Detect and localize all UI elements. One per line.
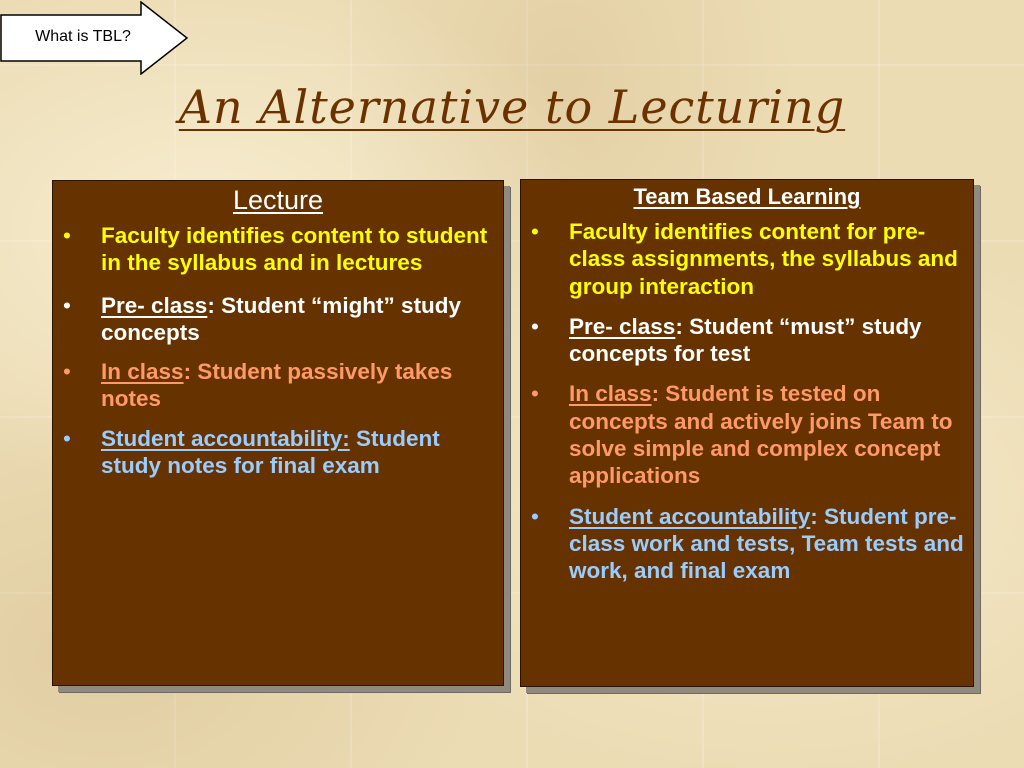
list-item — [53, 358, 503, 412]
item-text: : Student “might” study concepts — [101, 293, 462, 345]
item-label: Pre- class — [101, 293, 208, 318]
bullet-icon: • — [531, 313, 539, 339]
what-is-tbl-link[interactable] — [0, 1, 188, 75]
item-label: In class — [569, 381, 652, 407]
list-item — [53, 222, 503, 276]
list-item — [53, 292, 503, 346]
bullet-icon: • — [63, 359, 71, 384]
tbl-panel — [520, 179, 974, 687]
item-label: Student accountability — [569, 503, 811, 529]
item-text: Student study notes for final exam — [101, 426, 440, 478]
item-label: In class — [101, 359, 184, 384]
lecture-heading: Lecture — [232, 185, 324, 215]
item-text: : Student pre-class work and tests, Team tests and work, and final exam — [569, 503, 964, 584]
item-label: Student accountability: — [101, 426, 350, 451]
bullet-icon: • — [63, 426, 71, 451]
slide-title: An Alternative to Lecturing — [178, 80, 846, 134]
list-item — [53, 425, 503, 479]
item-text: Faculty identifies content to student in the syllabus and in lectures — [101, 223, 488, 275]
list-item — [521, 218, 973, 300]
item-text: : Student passively takes notes — [101, 359, 453, 411]
bullet-icon: • — [63, 293, 71, 318]
tbl-list — [521, 218, 973, 585]
bullet-icon: • — [531, 503, 539, 529]
bullet-icon: • — [63, 223, 71, 248]
item-label: Pre- class — [569, 313, 676, 339]
item-text: Faculty identifies content for pre-class assignments, the syllabus and group interaction — [569, 219, 958, 299]
bullet-icon: • — [531, 219, 539, 244]
list-item — [521, 313, 973, 368]
item-text: : Student “must” study concepts for test — [569, 313, 922, 367]
lecture-panel — [52, 180, 504, 686]
bullet-icon: • — [531, 381, 539, 407]
tbl-heading: Team Based Learning — [633, 184, 861, 209]
list-item — [521, 380, 973, 489]
lecture-list — [53, 222, 503, 479]
list-item — [521, 503, 973, 585]
what-is-tbl-label: What is TBL? — [35, 28, 131, 45]
item-text: : Student is tested on concepts and actively joins Team to solve simple and complex concept applications — [569, 381, 953, 489]
